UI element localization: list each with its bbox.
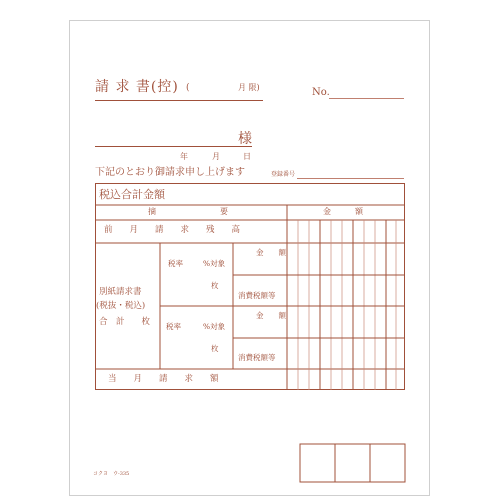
tax-rate-label-2: 税率 bbox=[166, 322, 181, 331]
tax-excl-incl-label: (税抜・税込) bbox=[96, 301, 146, 311]
current-month-invoice-label: 当 月 請 求 額 bbox=[108, 374, 219, 384]
registration-number-label: 登録番号 bbox=[271, 171, 296, 178]
request-notice: 下記のとおり御請求申し上げます bbox=[95, 167, 245, 178]
number-label: No. bbox=[312, 87, 330, 98]
product-code: コクヨ ウ-335 bbox=[93, 471, 130, 477]
title-underline bbox=[95, 100, 263, 101]
sheet-count-label-1: 枚 bbox=[211, 281, 219, 290]
consumption-tax-label-1: 消費税額等 bbox=[238, 291, 276, 300]
number-field-line bbox=[329, 98, 404, 99]
consumption-tax-label-2: 消費税額等 bbox=[238, 353, 276, 362]
registration-number-line bbox=[297, 178, 404, 179]
tax-rate-label-1: 税率 bbox=[168, 259, 183, 268]
previous-balance-label: 前 月 請 求 残 高 bbox=[104, 225, 241, 235]
date-day: 日 bbox=[243, 152, 251, 161]
recipient-honorific: 様 bbox=[238, 131, 252, 147]
target-percent-label-2: %対象 bbox=[203, 322, 226, 331]
amount-label-2: 金 額 bbox=[256, 311, 286, 320]
document-title: 請 求 書(控) bbox=[95, 79, 179, 95]
date-year: 年 bbox=[180, 152, 188, 161]
title-paren: ( bbox=[186, 83, 190, 93]
total-sheets-label: 合 計 枚 bbox=[99, 317, 151, 327]
target-percent-label-1: %対象 bbox=[203, 259, 226, 268]
tax-included-total-label: 税込合計金額 bbox=[99, 188, 165, 201]
date-month: 月 bbox=[212, 152, 220, 161]
summary-column-header: 摘 要 bbox=[148, 207, 228, 216]
month-range-label: 月 限) bbox=[238, 83, 260, 92]
separate-invoice-label: 別紙請求書 bbox=[99, 287, 142, 297]
amount-label-1: 金 額 bbox=[256, 248, 286, 257]
amount-column-header: 金 額 bbox=[323, 207, 363, 216]
sheet-count-label-2: 枚 bbox=[211, 344, 219, 353]
recipient-line bbox=[95, 146, 252, 147]
